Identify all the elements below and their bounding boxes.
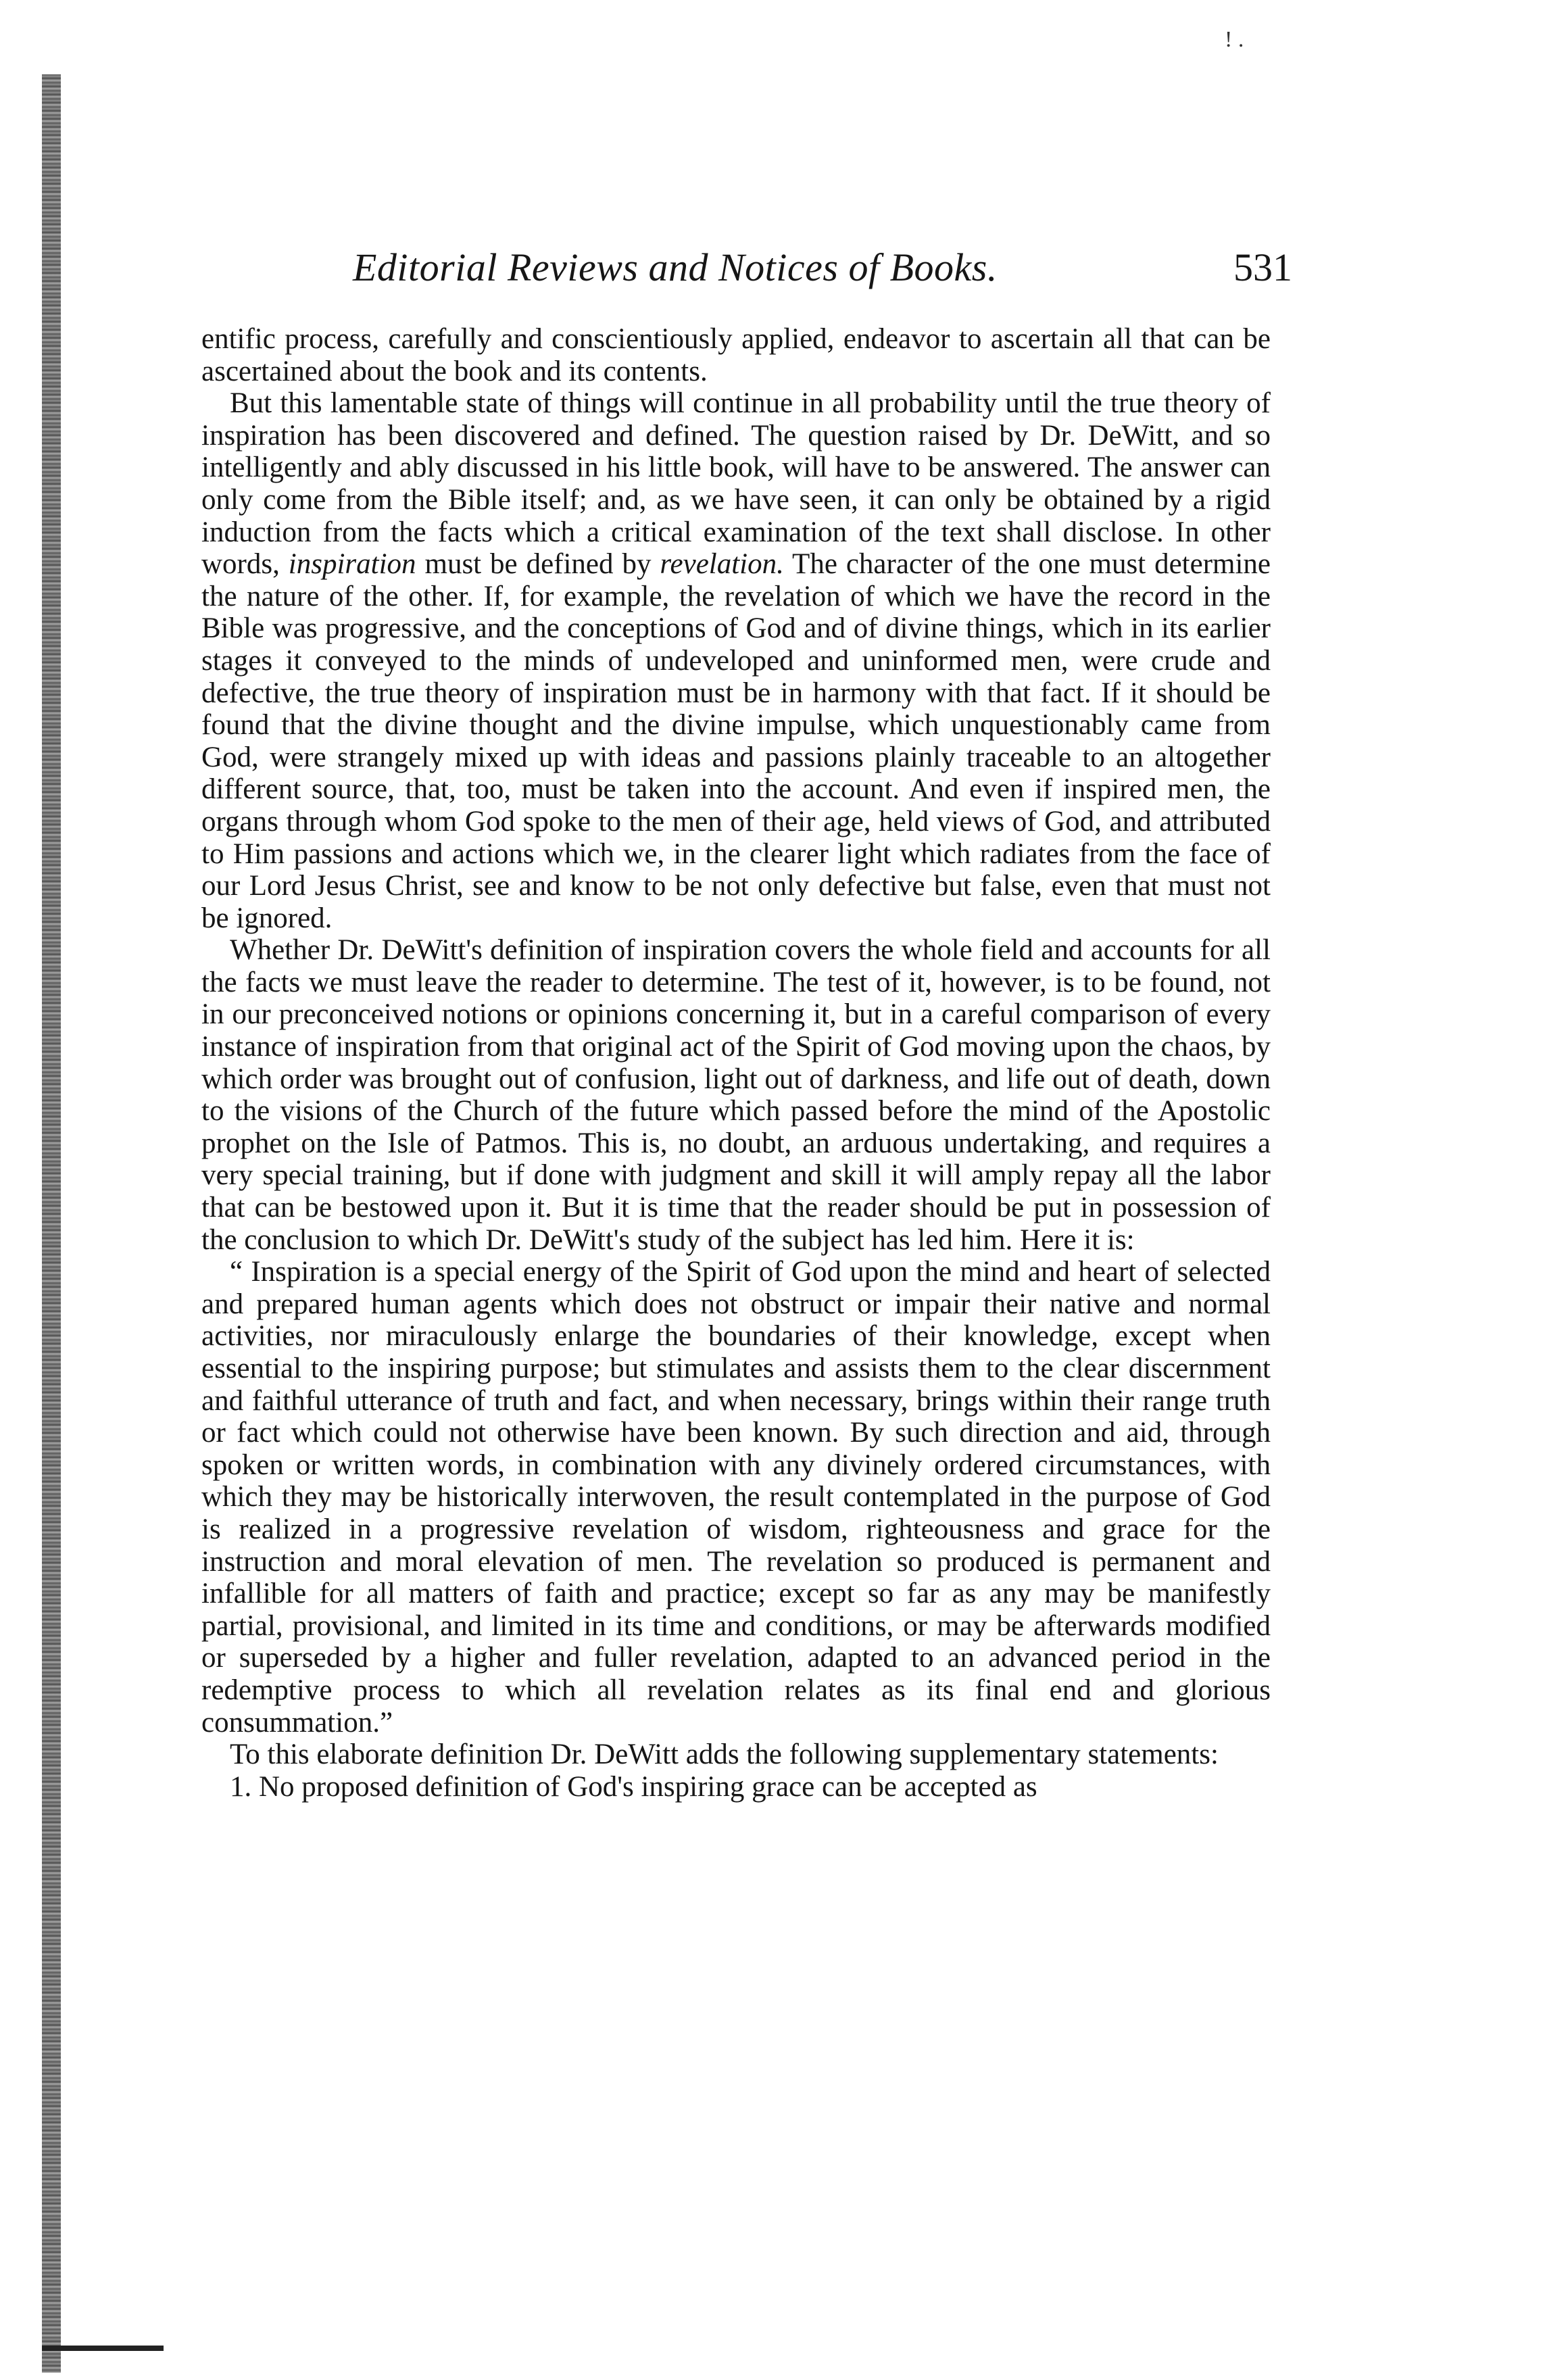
running-head-title: Editorial Reviews and Notices of Books.: [353, 245, 998, 289]
paragraph-2-italic-inspiration: inspiration: [288, 548, 416, 581]
paragraph-2-part-c: The character of the one must determine the nature of the other. If, for example, the revelation of which we have the record in the Bible was progressive, and the conceptions of God and of divine things, which in its earlier stages it conveyed to the minds of undeveloped and uninformed men, were crude and defective, the true theory of inspiration must be in harmony with that fact. If it should be found that the divine thought and the divine impulse, which unquestionably came from God, were strangely mixed up with ideas and passions plainly traceable to an altogether different source, that, too, must be taken into the account. And even if inspired men, the organs through whom God spoke to the men of their age, held views of God, and attributed to Him passions and actions which we, in the clearer light which radiates from the face of our Lord Jesus Christ, see and know to be not only defective but false, even that must not be ignored.: [201, 548, 1271, 934]
paragraph-3: Whether Dr. DeWitt's definition of inspiration covers the whole field and accounts for all the facts we must leave the reader to determine. The test of it, however, is to be found, not in our preconceived notions or opinions concerning it, but in a careful comparison of every instance of inspiration from that original act of the Spirit of God moving upon the chaos, by which order was brought out of confusion, light out of darkness, and life out of death, down to the visions of the Church of the future which passed before the mind of the Apostolic prophet on the Isle of Patmos. This is, no doubt, an arduous undertaking, and requires a very special training, but if done with judgment and skill it will amply repay all the labor that can be bestowed upon it. But it is time that the reader should be put in possession of the conclusion to which Dr. DeWitt's study of the subject has led him. Here it is:: [201, 934, 1271, 1256]
paragraph-2-part-b: must be defined by: [416, 548, 660, 581]
paragraph-2-italic-revelation: revelation.: [660, 548, 784, 581]
paragraph-5: To this elaborate definition Dr. DeWitt adds the following supplementary statements:: [230, 1739, 1219, 1771]
binding-edge: [42, 74, 61, 2373]
article-body: [201, 323, 1271, 1803]
numbered-item-1: 1. No proposed definition of God's inspiring grace can be accepted as: [230, 1770, 1037, 1803]
paragraph-2-part-a: But this lamentable state of things will continue in all probability until the true theory of inspiration has been discovered and defined. The question raised by Dr. DeWitt, and so intelligently and ably discussed in his little book, will have to be answered. The answer can only come from the Bible itself; and, as we have seen, it can only be obtained by a rigid induction from the facts which a critical examination of the text shall disclose. In other words,: [201, 387, 1271, 581]
paragraph-2: [201, 387, 1271, 934]
binding-foot-mark: [42, 2346, 164, 2351]
page-number: 531: [1233, 245, 1292, 289]
paragraph-1: entific process, carefully and conscientiously applied, endeavor to ascertain all that can be ascertained about the book and its contents.: [201, 323, 1271, 387]
running-head: [353, 245, 1292, 299]
scan-speck: ! .: [1225, 27, 1244, 52]
quoted-definition: “ Inspiration is a special energy of the Spirit of God upon the mind and heart of selected and prepared human agents which does not obstruct or impair their native and normal activities, nor miraculously enlarge the boundaries of their knowledge, except when essential to the inspiring purpose; but stimulates and assists them to the clear discernment and faithful utterance of truth and fact, and when necessary, brings within their range truth or fact which could not otherwise have been known. By such direction and aid, through spoken or written words, in combination with any divinely ordered circumstances, with which they may be historically interwoven, the result contemplated in the purpose of God is realized in a progressive revelation of wisdom, righteousness and grace for the instruction and moral elevation of men. The revelation so produced is permanent and infallible for all matters of faith and practice; except so far as any may be manifestly partial, provisional, and limited in its time and conditions, or may be afterwards modified or superseded by a higher and fuller revelation, adapted to an advanced period in the redemptive process to which all revelation relates as its final end and glorious consummation.”: [201, 1256, 1271, 1739]
